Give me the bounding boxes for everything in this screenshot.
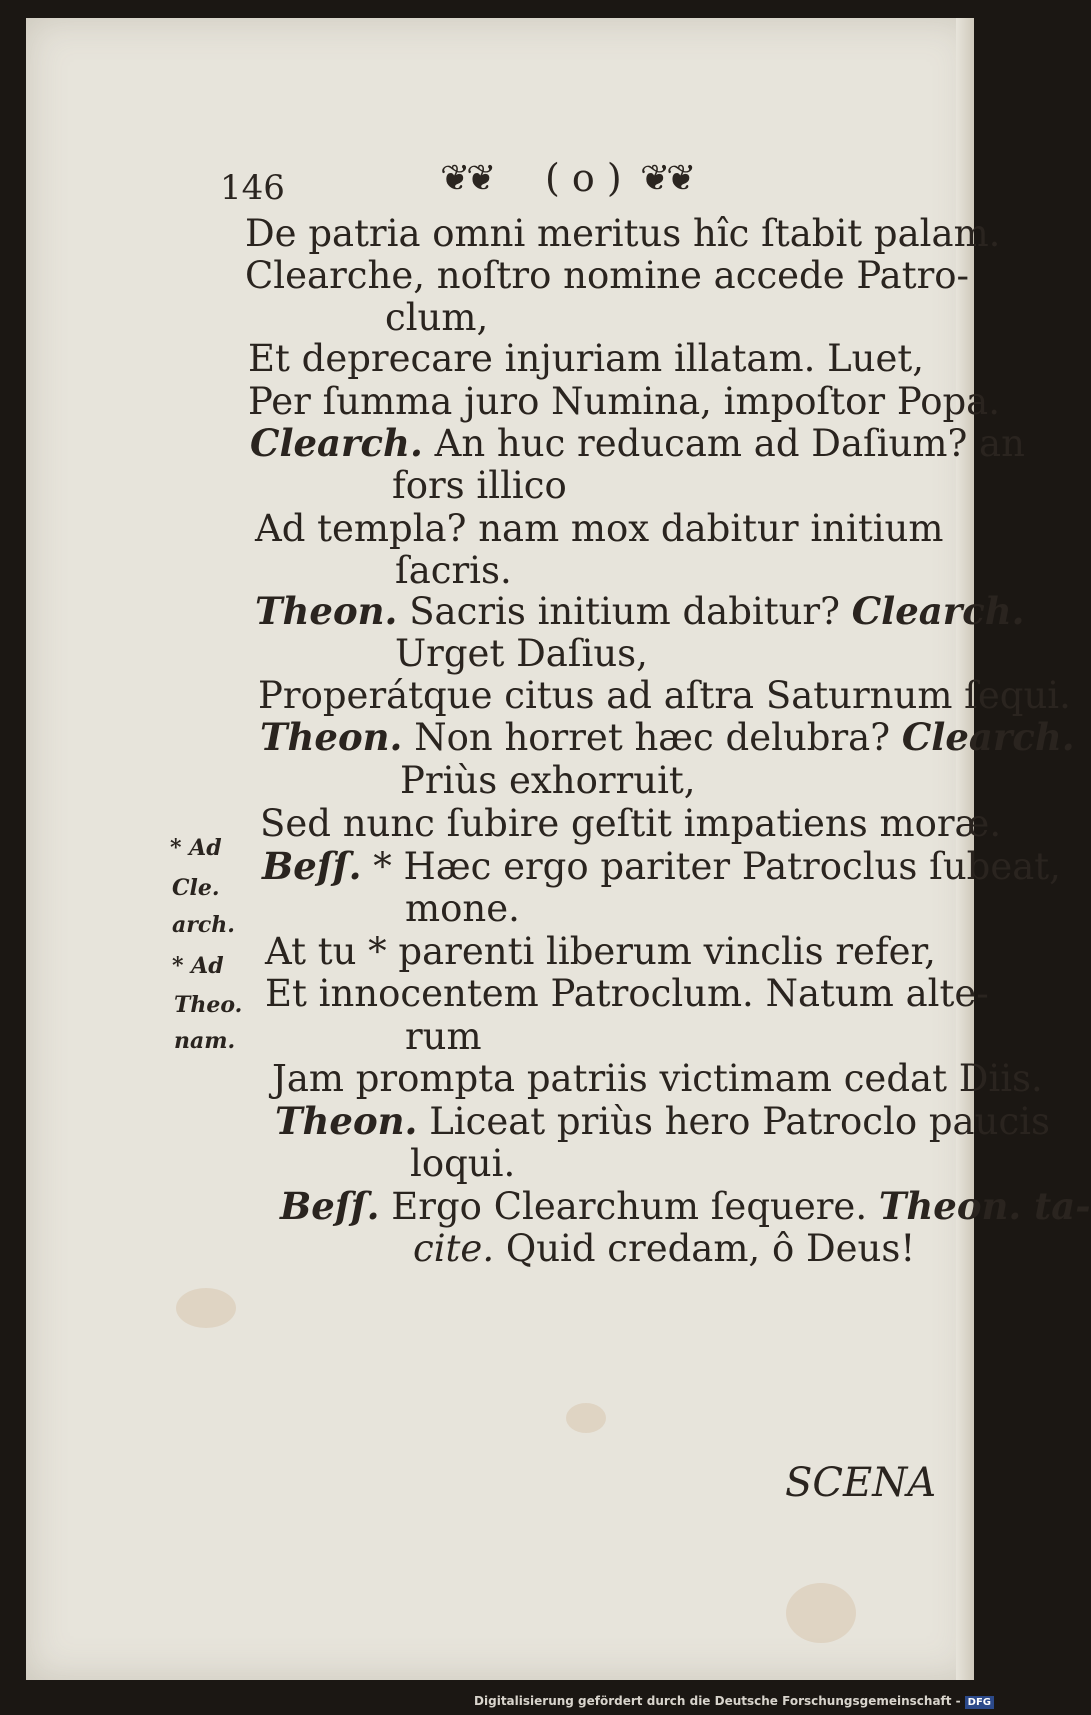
text-line: Per ſumma juro Numina, impoſtor Popa. (248, 380, 1000, 423)
text-line: mone. (405, 887, 520, 930)
paper-stain (176, 1288, 236, 1328)
ornament-right-icon: ❦❦ (640, 158, 693, 199)
margin-note: nam. (174, 1028, 236, 1054)
footer-text: Digitalisierung gefördert durch die Deutsche Forschungsgemeinschaft - (474, 1694, 961, 1708)
margin-note: Cle. (172, 875, 220, 901)
text-line: Et innocentem Patroclum. Natum alte- (265, 972, 989, 1015)
page-header (220, 150, 750, 210)
text-line: Priùs exhorruit, (400, 759, 696, 802)
margin-note: * Ad (170, 835, 222, 861)
text-line: rum (405, 1015, 482, 1058)
text-line: fors illico (392, 464, 567, 507)
text-line: At tu * parenti liberum vinclis refer, (265, 930, 936, 973)
speaker-label: Clearch. (851, 589, 1025, 633)
text-line: Jam prompta patriis victimam cedat Diis. (272, 1057, 1043, 1100)
catchword: SCENA (785, 1460, 937, 1506)
text-line: Theon. Liceat priùs hero Patroclo paucis (275, 1099, 1050, 1143)
margin-note: arch. (172, 912, 235, 938)
speaker-label: Theon. ta- (878, 1184, 1091, 1228)
dfg-logo: DFG (965, 1696, 994, 1709)
paper-stain (786, 1583, 856, 1643)
speaker-label: Beſſ. (280, 1184, 380, 1228)
speaker-label: Theon. (260, 715, 403, 759)
speaker-label: Clearch. (901, 715, 1075, 759)
text-line: Ad templa? nam mox dabitur initium (255, 507, 944, 550)
text-line: Properátque citus ad aſtra Saturnum ſequi. (258, 674, 1071, 717)
text-line: Theon. Sacris initium dabitur? Clearch. (255, 589, 1025, 633)
text-line: Urget Daſius, (395, 632, 648, 675)
text-line: Beſſ. Ergo Clearchum ſequere. Theon. ta- (280, 1184, 1091, 1228)
text-line: Theon. Non horret hæc delubra? Clearch. (260, 715, 1075, 759)
text-line: loqui. (410, 1142, 516, 1185)
margin-note: * Ad (172, 953, 224, 979)
text-line: cite. Quid credam, ô Deus! (413, 1227, 916, 1270)
text-line: Clearch. An huc reducam ad Daſium? an (250, 421, 1025, 465)
stage-direction: cite. (413, 1227, 495, 1270)
margin-note: Theo. (174, 992, 243, 1018)
text-line: Et deprecare injuriam illatam. Luet, (248, 337, 925, 380)
text-line: Sed nunc ſubire geſtit impatiens moræ. (260, 802, 1002, 845)
text-line: Beſſ. * Hæc ergo pariter Patroclus ſubeat, (262, 844, 1061, 888)
digitization-footer (474, 1694, 994, 1709)
header-center-mark: ( o ) (545, 156, 622, 200)
text-line: clum, (385, 296, 489, 339)
text-line: De patria omni meritus hîc ſtabit palam. (245, 212, 1001, 255)
ornament-left-icon: ❦❦ (440, 158, 493, 199)
speaker-label: Theon. (255, 589, 398, 633)
text-line: ſacris. (395, 549, 512, 592)
speaker-label: Beſſ. (262, 844, 362, 888)
paper-stain (566, 1403, 606, 1433)
speaker-label: Theon. (275, 1099, 418, 1143)
speaker-label: Clearch. (250, 421, 423, 465)
text-line: Clearche, noſtro nomine accede Patro- (245, 254, 970, 297)
page-number: 146 (220, 168, 285, 208)
